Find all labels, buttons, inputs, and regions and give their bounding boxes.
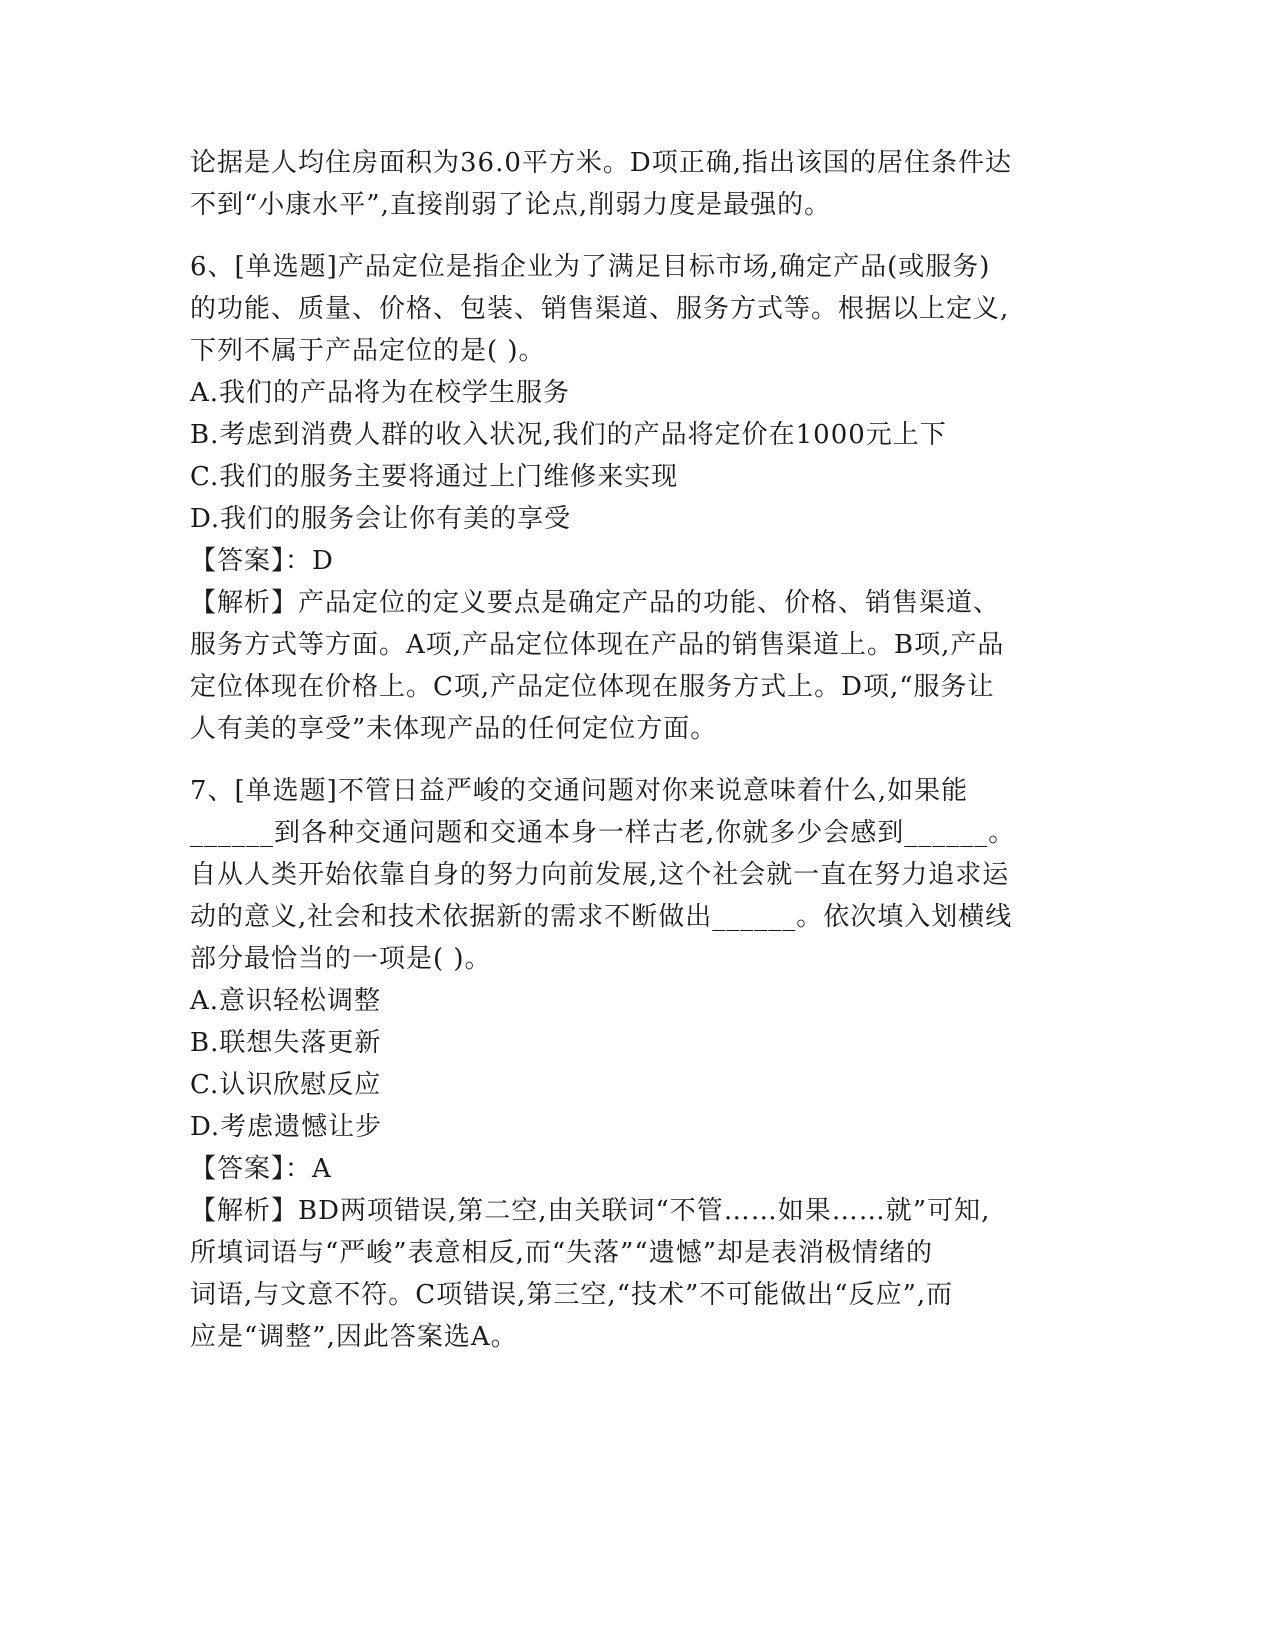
option-b: B.考虑到消费人群的收入状况,我们的产品将定价在1000元上下 [190,420,947,450]
option-a: A.我们的产品将为在校学生服务 [190,378,571,408]
analysis-line: 【解析】产品定位的定义要点是确定产品的功能、价格、销售渠道、 [190,588,1001,618]
option-c: C.认识欣慰反应 [190,1070,382,1100]
document-content [190,142,1080,1358]
question-stem-line: 下列不属于产品定位的是( )。 [190,336,546,366]
intro-paragraph [190,142,1080,226]
question-stem-line: 6、[单选题]产品定位是指企业为了满足目标市场,确定产品(或服务) [190,252,991,282]
answer: 【答案】：A [190,1154,332,1184]
analysis-line: 应是“调整”,因此答案选A。 [190,1322,518,1352]
option-d: D.我们的服务会让你有美的享受 [190,504,572,534]
answer: 【答案】：D [190,546,334,576]
question-stem-line: 的功能、质量、价格、包装、销售渠道、服务方式等。根据以上定义, [190,294,1010,324]
intro-line: 论据是人均住房面积为36.0平方米。D项正确,指出该国的居住条件达 [190,148,1013,178]
option-b: B.联想失落更新 [190,1028,382,1058]
question-stem-line: 自从人类开始依靠自身的努力向前发展,这个社会就一直在努力追求运 [190,860,1010,890]
analysis-line: 词语,与文意不符。C项错误,第三空,“技术”不可能做出“反应”,而 [190,1280,954,1310]
analysis-line: 【解析】BD两项错误,第二空,由关联词“不管……如果……就”可知, [190,1196,991,1226]
question-7 [190,770,1080,1358]
question-6 [190,246,1080,750]
question-stem-line: 7、[单选题]不管日益严峻的交通问题对你来说意味着什么,如果能 [190,776,969,806]
option-c: C.我们的服务主要将通过上门维修来实现 [190,462,679,492]
intro-line: 不到“小康水平”,直接削弱了论点,削弱力度是最强的。 [190,190,832,220]
option-d: D.考虑遗憾让步 [190,1112,383,1142]
analysis-line: 定位体现在价格上。C项,产品定位体现在服务方式上。D项,“服务让 [190,672,995,702]
analysis-line: 所填词语与“严峻”表意相反,而“失落”“遗憾”却是表消极情绪的 [190,1238,934,1268]
question-stem-line: ______到各种交通问题和交通本身一样古老,你就多少会感到______。 [190,818,1016,848]
option-a: A.意识轻松调整 [190,986,382,1016]
analysis-line: 服务方式等方面。A项,产品定位体现在产品的销售渠道上。B项,产品 [190,630,1005,660]
analysis-line: 人有美的享受”未体现产品的任何定位方面。 [190,714,718,744]
question-stem-line: 动的意义,社会和技术依据新的需求不断做出______。依次填入划横线 [190,902,1013,932]
question-stem-line: 部分最恰当的一项是( )。 [190,944,492,974]
